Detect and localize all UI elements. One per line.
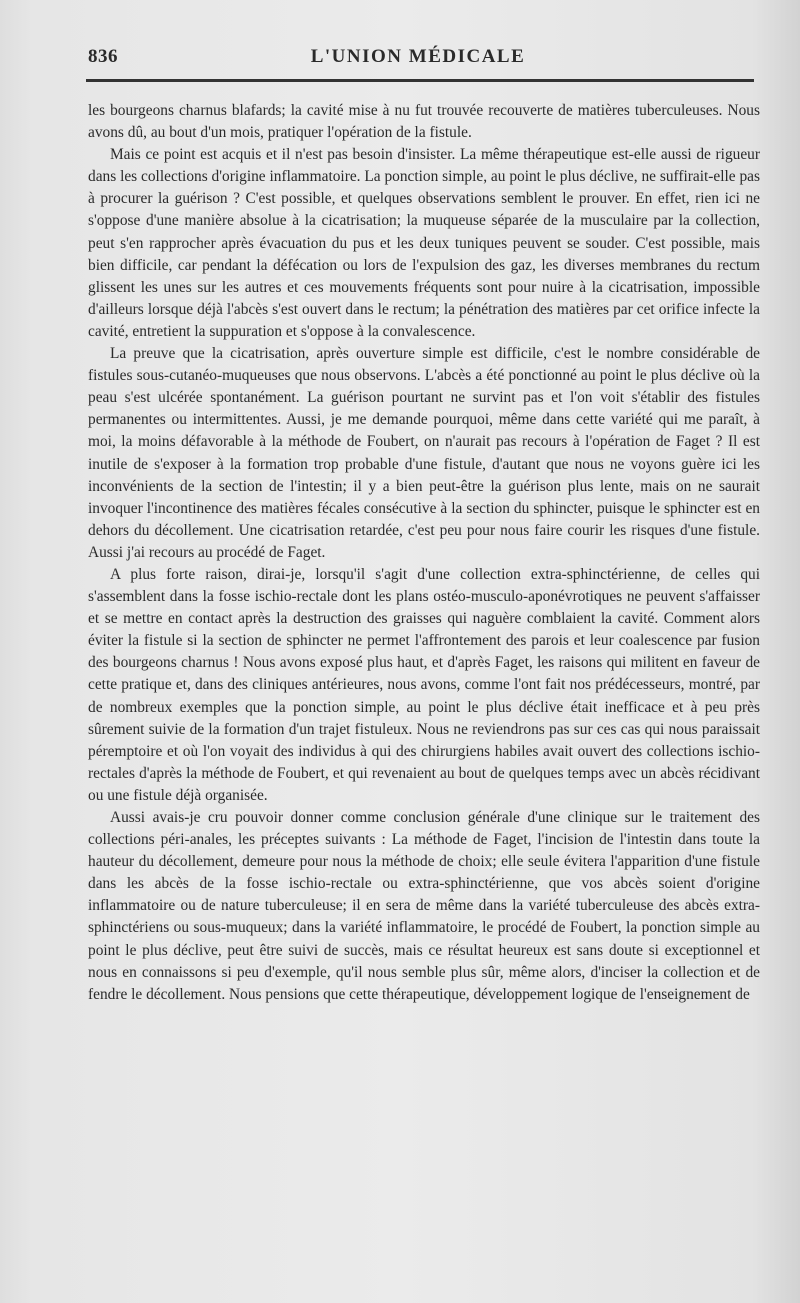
paragraph: les bourgeons charnus blafards; la cavité mise à nu fut trouvée recouverte de matières tuberculeuses. Nous avons dû, au bout d'un mois, pratiquer l'opération de la fistule. [88, 102, 760, 142]
paragraph: Mais ce point est acquis et il n'est pas besoin d'insister. La même thérapeutique est-elle aussi de rigueur dans les collections d'origine inflammatoire. La ponction simple, au point le plus déclive, ne suffirait-elle pas à procurer la guérison ? C'est possible, et quelques observations semblent le prouver. En effet, rien ici ne s'oppose d'une manière absolue à la cicatrisation; la muqueuse séparée de la musculaire par la collection, peut s'en rapprocher après évacuation du pus et les deux tuniques peuvent se souder. C'est possible, mais bien difficile, car pendant la défécation ou lors de l'expulsion des gaz, les diverses membranes du rectum glissent les unes sur les autres et ces mouvements fréquents sont pour nuire à la cicatrisation, impossible d'ailleurs lorsque déjà l'abcès s'est ouvert dans le rectum; la pénétration des matières par cet orifice infecte la cavité, entretient la suppuration et s'oppose à la convalescence. [88, 146, 760, 340]
body-text [88, 100, 760, 1006]
paragraph: Aussi avais-je cru pouvoir donner comme conclusion générale d'une clinique sur le traitement des collections péri-anales, les préceptes suivants : La méthode de Faget, l'incision de l'intestin dans toute la hauteur du décollement, demeure pour nous la méthode de choix; elle seule évitera l'apparition d'une fistule dans les abcès de la fosse ischio-rectale ou extra-sphinctérienne, que vos abcès soient d'origine inflammatoire ou de nature tuberculeuse; il en sera de même dans la variété tuberculeuse des abcès extra-sphinctériens ou sous-muqueux; dans la variété inflammatoire, le procédé de Foubert, la ponction simple au point le plus déclive, peut être suivi de succès, mais ce résultat heureux est sans doute si exceptionnel et nous en connaissons si peu d'exemple, qu'il nous semble plus sûr, même alors, d'inciser la collection et de fendre le décollement. Nous pensions que cette thérapeutique, développement logique de l'enseignement de [88, 809, 760, 1003]
paragraph: A plus forte raison, dirai-je, lorsqu'il s'agit d'une collection extra-sphinctérienne, de celles qui s'assemblent dans la fosse ischio-rectale dont les plans ostéo-musculo-aponévrotiques ne peuvent s'affaisser et se mettre en contact après la destruction des graisses qui naguère comblaient la cavité. Comment alors éviter la fistule si la section de sphincter ne permet l'affrontement des parois et leur coalescence par fusion des bourgeons charnus ! Nous avons exposé plus haut, et d'après Faget, les raisons qui militent en faveur de cette pratique et, dans des cliniques antérieures, nous avons, comme l'ont fait nos prédécesseurs, montré, par de nombreux exemples que la ponction simple, au point le plus déclive était inefficace et à peu près sûrement suivie de la formation d'un trajet fistuleux. Nous ne reviendrons pas sur ces cas qui nous paraissait péremptoire et où l'on voyait des individus à qui des chirurgiens habiles avait ouvert des collections ischio-rectales d'après la méthode de Foubert, et qui revenaient au bout de quelques temps avec un abcès récidivant ou une fistule déjà organisée. [88, 565, 760, 804]
page-header [88, 46, 748, 76]
paragraph: La preuve que la cicatrisation, après ouverture simple est difficile, c'est le nombre considérable de fistules sous-cutanéo-muqueuses que nous observons. L'abcès a été ponctionné au point le plus déclive où la peau s'est ulcérée spontanément. La guérison pourtant ne survint pas et l'on voit s'établir des fistules permanentes ou intermittentes. Aussi, je me demande pourquoi, même dans cette variété qui me paraît, à moi, la moins défavorable à la méthode de Foubert, on n'aurait pas recours à l'opération de Faget ? Il est inutile de s'exposer à la formation trop probable d'une fistule, d'autant que nous ne voyons guère ici les inconvénients de la section de l'intestin; il y a bien peut-être la guérison plus lente, mais on ne saurait invoquer l'incontinence des matières fécales consécutive à la section du sphincter, puisque le sphincter est en dehors du décollement. Une cicatrisation retardée, c'est peu pour nous faire courir les risques d'une fistule. Aussi j'ai recours au procédé de Faget. [88, 345, 760, 561]
header-rule [86, 79, 754, 82]
running-title: L'UNION MÉDICALE [310, 46, 526, 67]
page-number: 836 [88, 46, 118, 67]
